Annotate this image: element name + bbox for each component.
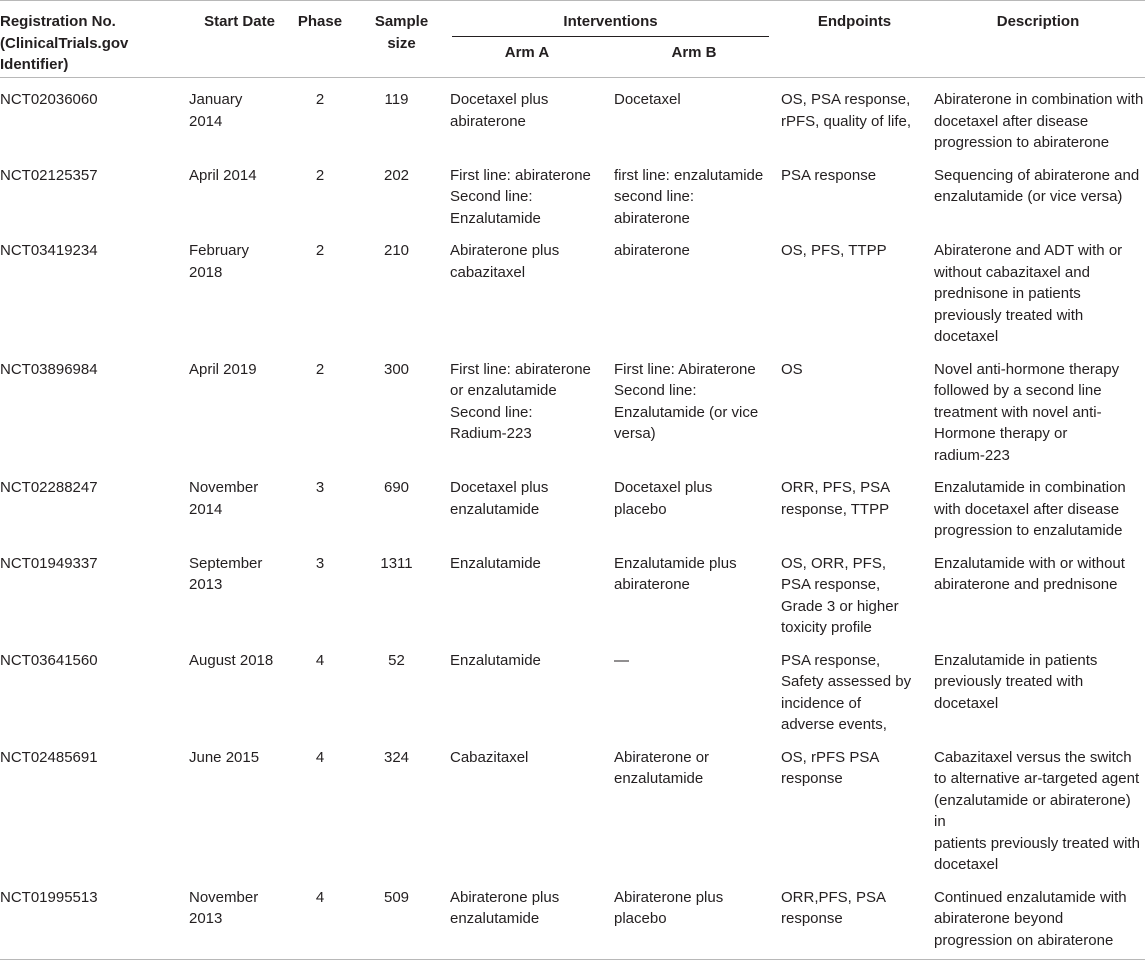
cell-phase: 2 [315, 360, 325, 378]
cell-description: Enzalutamide with or without abiraterone and prednisone [934, 554, 1125, 593]
cell-start-date: June 2015 [189, 748, 260, 766]
cell-registration: NCT02125357 [0, 166, 98, 184]
cell-sample-size: 509 [349, 876, 444, 960]
header-interventions [444, 1, 778, 41]
cell-registration: NCT03896984 [0, 360, 98, 378]
cell-phase: 4 [315, 651, 325, 669]
cell-endpoints: OS, PFS, TTPP [781, 242, 887, 259]
cell-sample-size: 210 [383, 242, 410, 259]
cell-description: Abiraterone and ADT with or without cabazitaxel and prednisone in patients previously treated with docetaxel [934, 242, 1123, 345]
cell-phase: 3 [315, 479, 325, 496]
cell-phase: 4 [291, 876, 349, 960]
cell-endpoints: OS, PSA response, rPFS, quality of life, [781, 91, 912, 130]
cell-registration: NCT01995513 [0, 876, 188, 960]
cell-registration: NCT02288247 [0, 479, 98, 496]
cell-phase: 4 [315, 748, 325, 766]
cell-start-date: November 2014 [189, 479, 259, 518]
cell-phase: 2 [315, 166, 325, 184]
cell-arm-a: Abiraterone plus cabazitaxel [450, 242, 560, 281]
cell-sample-size: 300 [383, 360, 410, 378]
cell-description: Abiraterone in combination with docetaxel after disease progression to abiraterone [934, 91, 1144, 151]
cell-arm-a: First line: abiraterone or enzalutamide Second line: Radium-223 [450, 360, 591, 442]
cell-arm-b: Docetaxel [614, 91, 681, 108]
cell-registration: NCT03419234 [0, 242, 98, 259]
cell-arm-a: Docetaxel plus enzalutamide [450, 479, 549, 518]
cell-arm-b: Docetaxel plus placebo [614, 479, 713, 518]
table-row [0, 78, 1145, 154]
header-interventions-label: Interventions [452, 11, 769, 37]
cell-arm-b: Abiraterone plus placebo [610, 876, 778, 960]
cell-endpoints: OS, rPFS PSA response [781, 748, 880, 787]
cell-description: Enzalutamide in patients previously treated with docetaxel [934, 651, 1098, 712]
cell-endpoints: PSA response [781, 166, 877, 184]
table-body [0, 78, 1145, 960]
cell-arm-b: Abiraterone or enzalutamide [614, 748, 710, 787]
table-row [0, 736, 1145, 876]
cell-endpoints: PSA response, Safety assessed by incidence of adverse events, [781, 651, 912, 733]
cell-sample-size: 52 [388, 651, 405, 669]
cell-arm-b: First line: Abiraterone Second line: Enzalutamide (or vice versa) [614, 360, 759, 442]
cell-start-date: February 2018 [189, 242, 250, 281]
table-row [0, 466, 1145, 542]
cell-arm-a: Enzalutamide [450, 651, 541, 669]
header-phase: Phase [291, 1, 349, 78]
table-row [0, 542, 1145, 639]
table-row [0, 229, 1145, 348]
cell-registration: NCT02485691 [0, 748, 98, 766]
cell-start-date: April 2014 [189, 166, 257, 184]
cell-registration: NCT01949337 [0, 554, 98, 572]
table-row [0, 154, 1145, 230]
cell-endpoints: OS [781, 360, 803, 378]
cell-phase: 2 [315, 91, 325, 108]
table-row [0, 348, 1145, 467]
cell-start-date: September 2013 [189, 554, 263, 593]
cell-arm-a: Abiraterone plus enzalutamide [444, 876, 610, 960]
cell-endpoints: ORR, PFS, PSA response, TTPP [781, 479, 891, 518]
header-sample-size: Sample size [349, 1, 444, 78]
cell-sample-size: 690 [383, 479, 410, 496]
cell-arm-b: Enzalutamide plus abiraterone [614, 554, 737, 593]
cell-arm-a: First line: abiraterone Second line: Enzalutamide [450, 166, 591, 227]
table-row [0, 639, 1145, 736]
table-header [0, 1, 1145, 78]
cell-start-date: April 2019 [189, 360, 257, 378]
cell-arm-b: abiraterone [614, 242, 690, 259]
header-description: Description [931, 1, 1145, 78]
header-start-date: Start Date [188, 1, 291, 78]
cell-phase: 2 [315, 242, 325, 259]
header-arm-a: Arm A [444, 41, 610, 78]
cell-arm-a: Cabazitaxel [450, 748, 529, 766]
cell-start-date: January 2014 [189, 91, 243, 130]
cell-sample-size: 119 [384, 91, 409, 108]
header-endpoints: Endpoints [778, 1, 931, 78]
cell-description: Enzalutamide in combination with docetaxel after disease progression to enzalutamide [934, 479, 1126, 539]
cell-registration: NCT03641560 [0, 651, 98, 669]
cell-arm-b: — [614, 651, 629, 669]
cell-description: Sequencing of abiraterone and enzalutamide (or vice versa) [934, 166, 1140, 205]
cell-endpoints: OS, ORR, PFS, PSA response, Grade 3 or higher toxicity profile [781, 554, 899, 636]
cell-description: Continued enzalutamide with abiraterone beyond progression on abiraterone [931, 876, 1145, 960]
cell-registration: NCT02036060 [0, 91, 98, 108]
header-arm-b: Arm B [610, 41, 778, 78]
cell-start-date: August 2018 [189, 651, 274, 669]
cell-arm-b: first line: enzalutamide second line: abiraterone [614, 166, 764, 227]
cell-sample-size: 1311 [380, 554, 413, 572]
cell-description: Cabazitaxel versus the switch to alternative ar-targeted agent (enzalutamide or abiraterone) in patients previously treated with docetaxel [934, 748, 1140, 873]
table-row [0, 876, 1145, 960]
cell-arm-a: Enzalutamide [450, 554, 541, 572]
cell-sample-size: 202 [383, 166, 410, 184]
cell-endpoints: ORR,PFS, PSA response [778, 876, 931, 960]
cell-arm-a: Docetaxel plus abiraterone [450, 91, 549, 130]
cell-phase: 3 [315, 554, 325, 572]
cell-description: Novel anti-hormone therapy followed by a second line treatment with novel anti- Hormone therapy or radium-223 [934, 360, 1120, 464]
header-registration: Registration No. (ClinicalTrials.gov Identifier) [0, 1, 188, 78]
cell-start-date: November 2013 [188, 876, 291, 960]
cell-sample-size: 324 [383, 748, 410, 766]
